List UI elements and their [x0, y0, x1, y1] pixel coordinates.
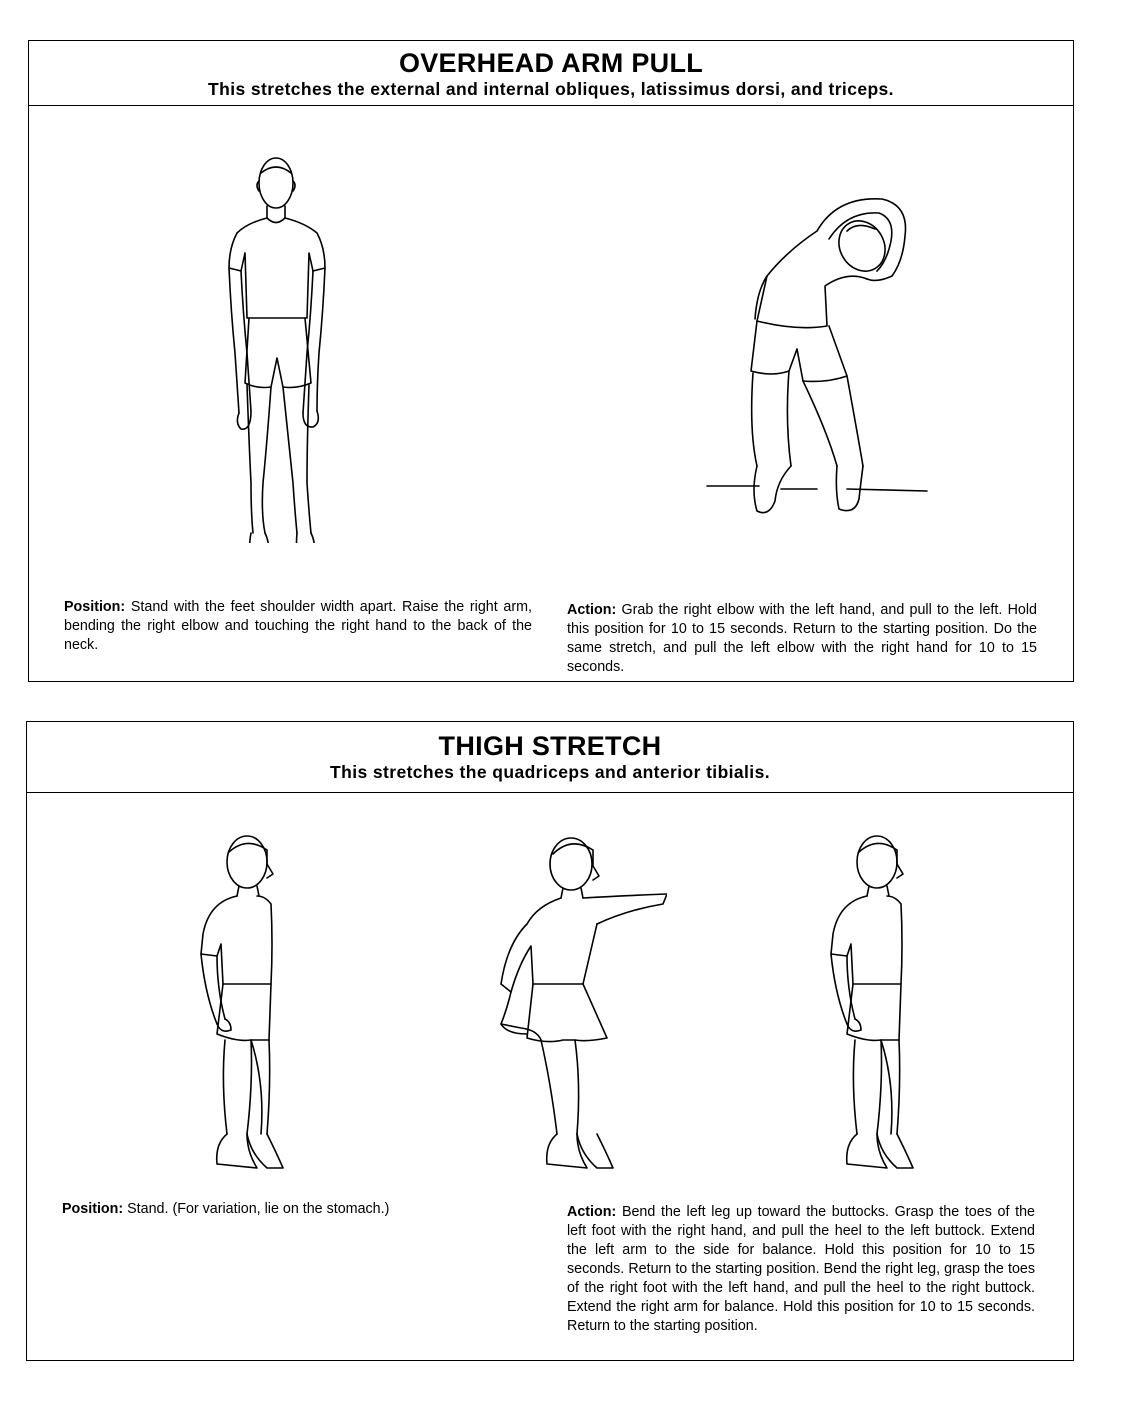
action-description — [567, 1203, 1035, 1336]
position-label: Position: — [64, 599, 126, 615]
action-description — [567, 601, 1037, 677]
position-text: Stand. (For variation, lie on the stomach.) — [127, 1201, 390, 1217]
standing-front-figure — [199, 153, 339, 543]
position-description — [64, 598, 532, 655]
overhead-arm-pull-panel — [28, 40, 1074, 682]
panel-header — [29, 41, 1073, 106]
action-text: Grab the right elbow with the left hand, and pull to the left. Hold this position for 10 to 15 seconds. Return to the starting position. Do the same stretch, and pull the left elbow with the right hand for 10 to 15 seconds. — [567, 602, 1037, 675]
position-description — [62, 1200, 532, 1219]
position-label: Position: — [62, 1201, 124, 1217]
panel-subtitle: This stretches the external and internal obliques, latissimus dorsi, and triceps. — [208, 79, 894, 99]
position-text: Stand with the feet shoulder width apart. Raise the right arm, bending the right elbow and touching the right hand to the back of the neck. — [64, 599, 532, 653]
panel-subtitle: This stretches the quadriceps and anterior tibialis. — [330, 762, 770, 782]
thigh-stretch-pose-figure — [467, 834, 667, 1184]
action-text: Bend the left leg up toward the buttocks. Grasp the toes of the left foot with the right hand, and pull the heel to the left buttock. Extend the left arm to the side for balance. Hold this position for 10 to 15 seconds. Return to the starting position. Bend the right leg, grasp the toes of the right foot with the left hand, and pull the heel to the right buttock. Extend the right arm for balance. Hold this position for 10 to 15 seconds. Return to the starting position. — [567, 1204, 1035, 1334]
panel-header — [27, 722, 1073, 793]
action-label: Action: — [567, 1204, 617, 1220]
standing-side-figure-left — [187, 834, 307, 1184]
standing-side-figure-right — [817, 834, 937, 1184]
thigh-stretch-panel — [26, 721, 1074, 1361]
panel-title: THIGH STRETCH — [438, 731, 662, 761]
panel-title: OVERHEAD ARM PULL — [398, 48, 704, 78]
action-label: Action: — [567, 602, 617, 618]
side-bend-figure — [697, 191, 937, 521]
